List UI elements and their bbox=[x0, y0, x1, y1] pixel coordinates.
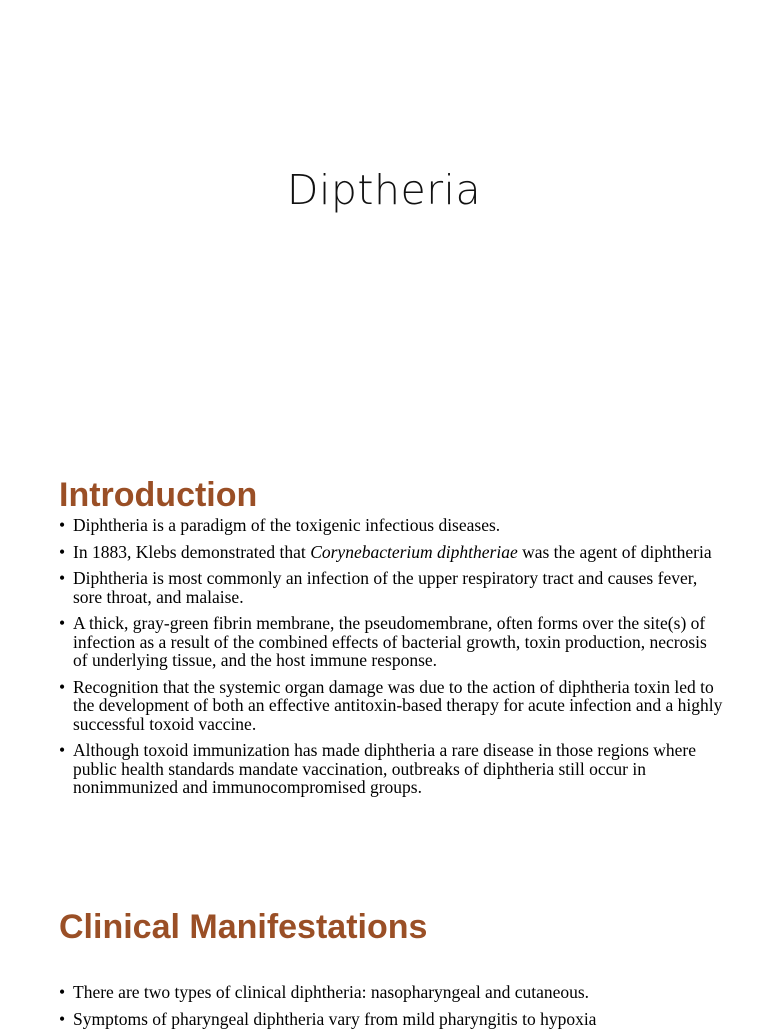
bullet-icon: • bbox=[59, 568, 66, 588]
bullet-text: A thick, gray-green fibrin membrane, the pseudomembrane, often forms over the site(s) of infection as a result of the combined effects of bacterial growth, toxin production, necrosis of underlying tissue, and the host immune response. bbox=[73, 613, 707, 670]
bullet-icon: • bbox=[59, 515, 66, 535]
bullet-icon: • bbox=[59, 541, 66, 562]
slide-title: Diptheria bbox=[286, 166, 482, 214]
list-item bbox=[59, 614, 724, 670]
list-item bbox=[59, 516, 724, 535]
list-item bbox=[59, 569, 724, 606]
list-item bbox=[59, 543, 724, 562]
species-name: Corynebacterium diphtheriae bbox=[310, 541, 518, 562]
clinical-manifestations-heading: Clinical Manifestations bbox=[59, 908, 428, 946]
bullet-icon: • bbox=[59, 613, 66, 633]
text-segment: In 1883, Klebs demonstrated that bbox=[73, 541, 311, 562]
bullet-icon: • bbox=[59, 740, 66, 760]
bullet-text: Although toxoid immunization has made diphtheria a rare disease in those regions where public health standards mandate vaccination, outbreaks of diphtheria still occur in nonimmunized and immunocompromised groups. bbox=[73, 740, 697, 797]
bullet-text: Diphtheria is most commonly an infection of the upper respiratory tract and causes fever, sore throat, and malaise. bbox=[73, 568, 698, 607]
list-item bbox=[59, 1010, 724, 1029]
bullet-icon: • bbox=[59, 1008, 66, 1029]
introduction-bullet-list bbox=[59, 516, 724, 805]
list-item bbox=[59, 741, 724, 797]
bullet-text: Symptoms of pharyngeal diphtheria vary from mild pharyngitis to hypoxia bbox=[73, 1008, 597, 1029]
clinical-bullet-list bbox=[59, 983, 724, 1036]
bullet-icon: • bbox=[59, 676, 66, 697]
list-item bbox=[59, 678, 724, 734]
bullet-text: Diphtheria is a paradigm of the toxigenic infectious diseases. bbox=[73, 515, 501, 535]
introduction-heading: Introduction bbox=[59, 476, 258, 514]
bullet-text: Recognition that the systemic organ damage was due to the action of diphtheria toxin led to the development of both an effective antitoxin-based therapy for acute infection and a highly successful toxoid vaccine. bbox=[73, 676, 723, 734]
bullet-text: There are two types of clinical diphtheria: nasopharyngeal and cutaneous. bbox=[73, 982, 590, 1002]
list-item bbox=[59, 983, 724, 1002]
bullet-text bbox=[73, 542, 712, 562]
text-segment: was the agent of diphtheria bbox=[517, 541, 712, 562]
bullet-icon: • bbox=[59, 982, 66, 1002]
